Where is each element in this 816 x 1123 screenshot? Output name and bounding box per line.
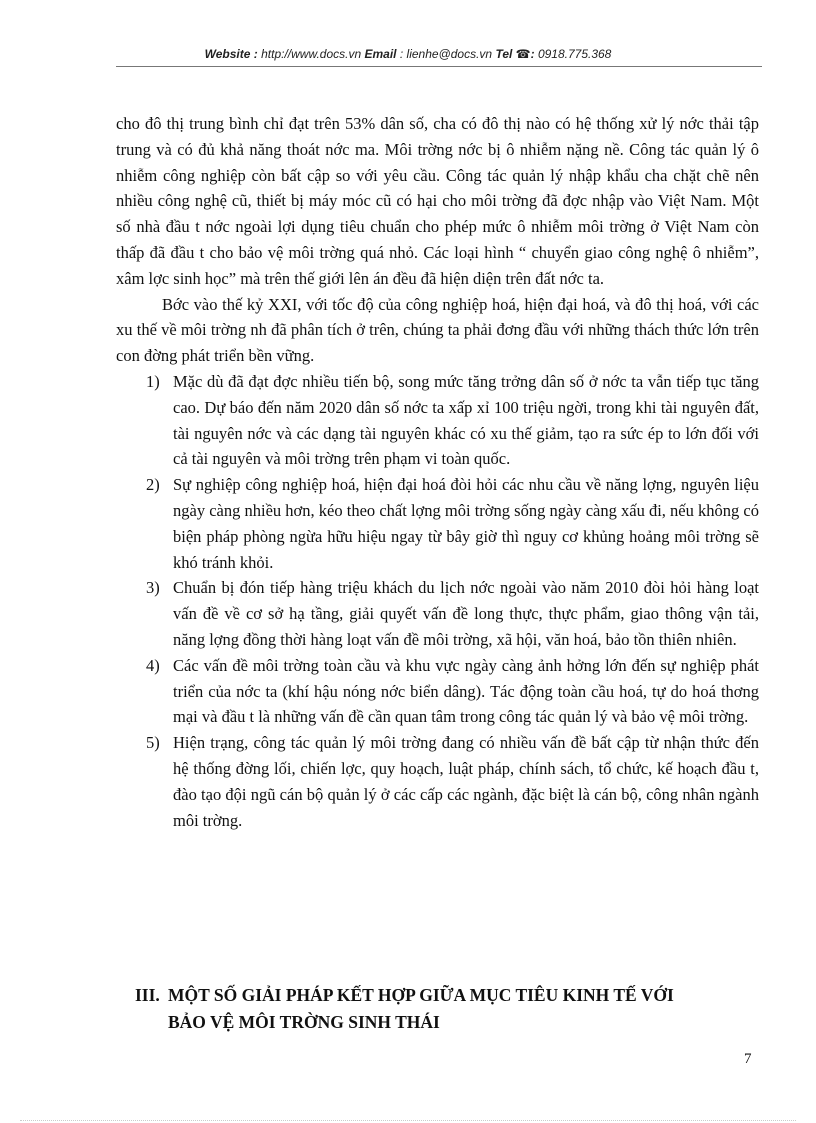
section-title-line-2: BẢO VỆ MÔI TRỜNG SINH THÁI <box>168 1012 440 1032</box>
page-number: 7 <box>744 1051 752 1067</box>
list-item-text: Chuẩn bị đón tiếp hàng triệu khách du lịch nớc ngoài vào năm 2010 đòi hỏi hàng loạt vấn đề về cơ sở hạ tầng, giải quyết vấn đề long thực, thực phẩm, giao thông vận tải, năng lợng đồng thời hàng loạt vấn đề môi trờng, xã hội, văn hoá, bảo tồn thiên nhiên. <box>173 578 759 649</box>
header-divider <box>116 66 762 67</box>
list-item-text: Hiện trạng, công tác quản lý môi trờng đang có nhiều vấn đề bất cập từ nhận thức đến hệ thống đờng lối, chiến lợc, quy hoạch, luật pháp, chính sách, tổ chức, kế hoạch đầu t, đào tạo đội ngũ cán bộ quản lý ở các cấp các ngành, đặc biệt là cán bộ, công nhân ngành môi trờng. <box>173 733 759 830</box>
list-item-number: 5) <box>146 733 160 753</box>
tel-label: Tel ☎: <box>495 47 535 61</box>
list-item <box>116 730 759 833</box>
tel-number: 0918.775.368 <box>537 47 612 61</box>
list-item-number: 1) <box>146 371 160 391</box>
document-body <box>116 111 759 833</box>
email-address: : lienhe@docs.vn <box>399 47 493 61</box>
challenges-list <box>116 369 759 833</box>
website-url: http://www.docs.vn <box>261 47 362 61</box>
section-title-line-1: MỘT SỐ GIẢI PHÁP KẾT HỢP GIỮA MỤC TIÊU KINH TẾ VỚI <box>168 985 674 1005</box>
list-item-text: Sự nghiệp công nghiệp hoá, hiện đại hoá đòi hỏi các nhu cầu về năng lợng, nguyên liệu ngày càng nhiều hơn, kéo theo chất lợng môi trờng sống ngày càng xấu đi, nếu không có biện pháp phòng ngừa hữu hiệu ngay từ bây giờ thì nguy cơ khủng hoảng môi trờng sẽ khó tránh khỏi. <box>173 475 759 572</box>
website-label: Website : <box>204 47 258 61</box>
page-header <box>0 47 816 61</box>
list-item <box>116 653 759 730</box>
list-item-text: Các vấn đề môi trờng toàn cầu và khu vực ngày càng ảnh hởng lớn đến sự nghiệp phát triển của nớc ta (khí hậu nóng nớc biển dâng). Tác động toàn cầu hoá, tự do hoá thơng mại và đầu t là những vấn đề cần quan tâm trong công tác quản lý và bảo vệ môi trờng. <box>173 655 759 727</box>
body-paragraph-2: Bớc vào thế kỷ XXI, với tốc độ của công nghiệp hoá, hiện đại hoá, và đô thị hoá, với các xu thế về môi trờng nh đã phân tích ở trên, chúng ta phải đơng đầu với những thách thức lớn trên con đờng phát triển bền vững. <box>116 294 759 366</box>
email-label: Email <box>364 47 397 61</box>
footer-divider <box>20 1120 796 1121</box>
section-heading <box>135 982 760 1036</box>
list-item <box>116 369 759 472</box>
list-item <box>116 472 759 575</box>
list-item-text: Mặc dù đã đạt đợc nhiều tiến bộ, song mức tăng trởng dân số ở nớc ta vẫn tiếp tục tăng cao. Dự báo đến năm 2020 dân số nớc ta xấp xỉ 100 triệu ngời, trong khi tài nguyên đất, tài nguyên nớc và các dạng tài nguyên khác có xu thế giảm, tạo ra sức ép to lớn đối với cả tài nguyên và môi trờng trên phạm vi toàn quốc. <box>173 371 759 469</box>
body-paragraph-1: cho đô thị trung bình chỉ đạt trên 53% dân số, cha có đô thị nào có hệ thống xử lý nớc thải tập trung và có đủ khả năng thoát nớc ma. Môi trờng nớc bị ô nhiễm nặng nề. Công tác quản lý ô nhiễm công nghiệp còn bất cập so với yêu cầu. Công tác quản lý nhập khẩu cha chặt chẽ nên nhiều công nghệ cũ, thiết bị máy móc cũ có hại cho môi trờng đã đợc nhập vào Việt Nam. Một số nhà đầu t nớc ngoài lợi dụng tiêu chuẩn cho phép mức ô nhiễm môi trờng ở Việt Nam còn thấp đã đầu t cho bảo vệ môi trờng quá nhỏ. Các loại hình “ chuyển giao công nghệ ô nhiễm”, xâm lợc sinh học” mà trên thế giới lên án đều đã hiện diện trên đất nớc ta. <box>116 114 759 288</box>
list-item-number: 3) <box>146 578 160 598</box>
list-item-number: 2) <box>146 475 160 495</box>
section-number: III. <box>135 985 160 1005</box>
list-item <box>116 575 759 652</box>
list-item-number: 4) <box>146 655 160 675</box>
